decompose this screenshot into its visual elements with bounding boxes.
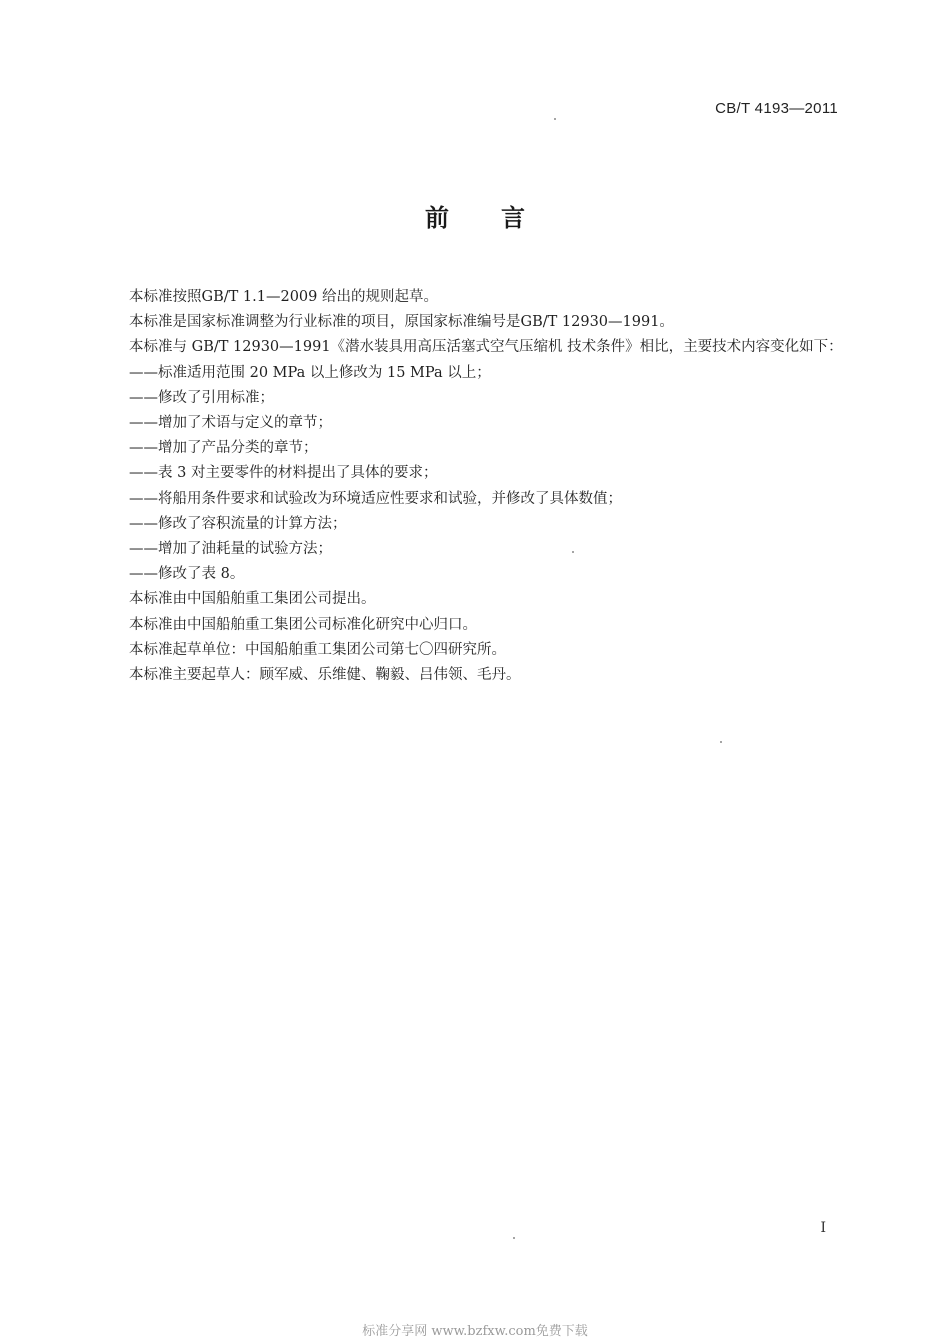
paragraph-proposer: 本标准由中国船舶重工集团公司提出。 (129, 591, 376, 608)
page-title: 前言 (425, 204, 577, 232)
speck (513, 1237, 515, 1239)
change-item: ——修改了引用标准； (129, 389, 274, 406)
change-item: ——增加了油耗量的试验方法； (129, 541, 332, 558)
change-item: ——标准适用范围 20 MPa 以上修改为 15 MPa 以上； (129, 364, 491, 381)
paragraph-drafters: 本标准主要起草人：顾军威、乐维健、鞠毅、吕伟领、毛丹。 (129, 667, 521, 684)
watermark: 标准分享网 www.bzfxw.com免费下载 (362, 1324, 588, 1339)
foreword-body (111, 285, 851, 688)
page-number: I (820, 1220, 826, 1236)
change-item: ——修改了表 8。 (129, 566, 245, 583)
paragraph-drafting-unit: 本标准起草单位：中国船舶重工集团公司第七〇四研究所。 (129, 641, 506, 658)
change-item: ——修改了容积流量的计算方法； (129, 515, 347, 532)
paragraph-centralized: 本标准由中国船舶重工集团公司标准化研究中心归口。 (129, 616, 477, 633)
speck (572, 551, 574, 553)
change-item: ——将船用条件要求和试验改为环境适应性要求和试验，并修改了具体数值； (129, 490, 622, 507)
change-item: ——增加了术语与定义的章节； (129, 415, 332, 432)
paragraph-comparison: 本标准与 GB/T 12930—1991《潜水装具用高压活塞式空气压缩机 技术条件》相比，主要技术内容变化如下： (129, 339, 843, 356)
paragraph-drafting-rules: 本标准按照GB/T 1.1—2009 给出的规则起草。 (129, 289, 438, 305)
speck (554, 118, 556, 120)
standard-code: CB/T 4193—2011 (715, 100, 838, 117)
speck (720, 741, 722, 743)
change-item: ——增加了产品分类的章节； (129, 440, 318, 457)
paragraph-origin: 本标准是国家标准调整为行业标准的项目，原国家标准编号是GB/T 12930—1991。 (129, 314, 674, 331)
change-item: ——表 3 对主要零件的材料提出了具体的要求； (129, 465, 438, 482)
